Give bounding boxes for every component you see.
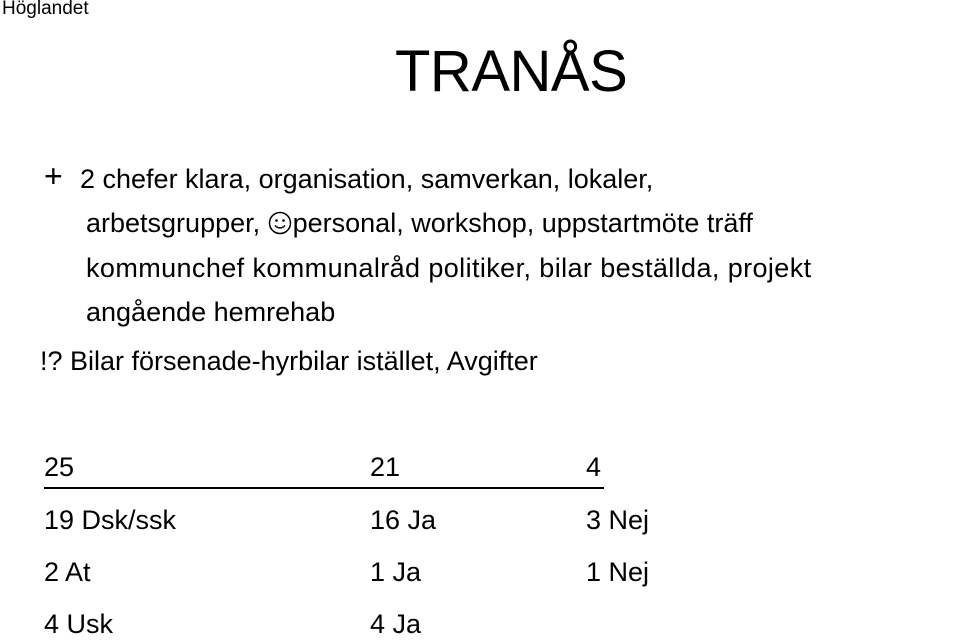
table-cell: 1 Ja [370, 557, 422, 587]
page-title: TRANÅS [395, 39, 628, 104]
header-label: Höglandet [2, 0, 89, 19]
smiley-face-icon [268, 211, 292, 242]
table-cell: 3 Nej [586, 505, 650, 535]
table-header-cell: 25 [44, 452, 75, 482]
bullet-line-2-end: personal, workshop, uppstartmöte träff [292, 208, 753, 238]
bullet-line-2 [86, 208, 753, 242]
bullet-line-4: angående hemrehab [86, 297, 336, 327]
plus-bullet: + [44, 158, 63, 194]
table-header-cell: 4 [586, 452, 602, 482]
table-cell: 16 Ja [370, 505, 437, 535]
table-cell: 1 Nej [586, 557, 650, 587]
table-header-underline [44, 487, 604, 489]
table-cell: 2 At [44, 557, 91, 587]
table-header-cell: 21 [370, 452, 401, 482]
table-cell: 19 Dsk/ssk [44, 505, 177, 535]
bullet-line-1: 2 chefer klara, organisation, samverkan, lokaler, [80, 164, 654, 194]
table-cell: 4 Usk [44, 609, 114, 639]
bullet-line-5: !? Bilar försenade-hyrbilar istället, Avgifter [40, 346, 538, 376]
table-cell: 4 Ja [370, 609, 422, 639]
bullet-line-2-start: arbetsgrupper, [86, 208, 268, 238]
bullet-line-3: kommunchef kommunalråd politiker, bilar beställda, projekt [86, 253, 812, 283]
